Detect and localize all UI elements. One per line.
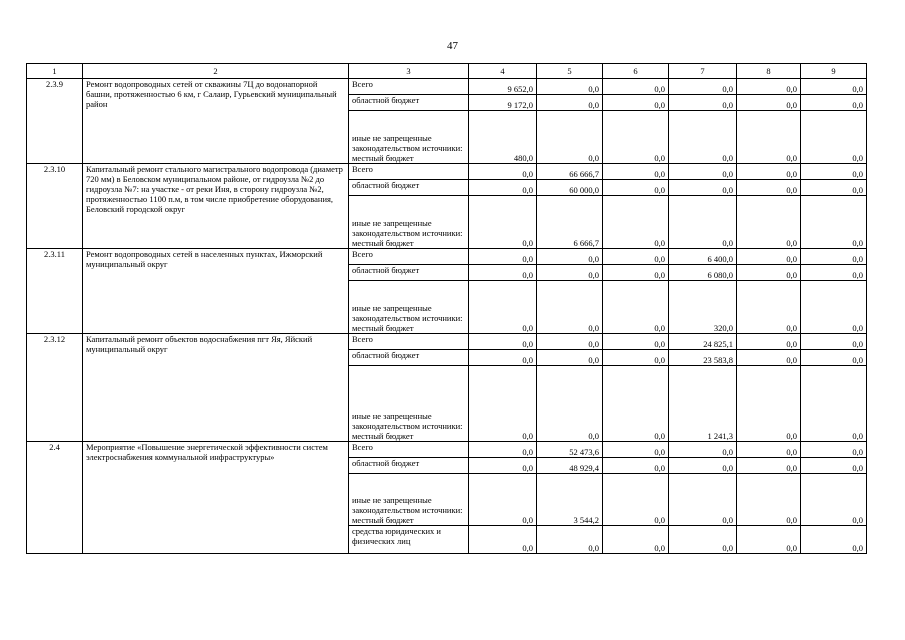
amount-cell: 0,0 bbox=[469, 281, 537, 334]
amount-cell: 0,0 bbox=[537, 265, 603, 281]
amount-cell: 0,0 bbox=[469, 474, 537, 526]
amount-cell: 0,0 bbox=[801, 281, 867, 334]
amount-cell: 0,0 bbox=[801, 366, 867, 442]
item-name: Ремонт водопроводных сетей в населенных пунктах, Ижморский муниципальный округ bbox=[83, 249, 349, 334]
funding-source: иные не запрещенные законодательством источники: мeстный бюджет bbox=[349, 366, 469, 442]
amount-cell: 0,0 bbox=[737, 442, 801, 458]
amount-cell: 0,0 bbox=[669, 164, 737, 180]
amount-cell: 0,0 bbox=[603, 249, 669, 265]
amount-cell: 0,0 bbox=[801, 95, 867, 111]
amount-cell: 0,0 bbox=[603, 334, 669, 350]
column-header: 6 bbox=[603, 64, 669, 79]
amount-cell: 0,0 bbox=[669, 111, 737, 164]
amount-cell: 0,0 bbox=[737, 366, 801, 442]
amount-cell: 0,0 bbox=[537, 526, 603, 554]
item-name: Капитальный ремонт объектов водоснабжения пгт Яя, Яйский муниципальный округ bbox=[83, 334, 349, 442]
amount-cell: 0,0 bbox=[537, 111, 603, 164]
funding-source: иные не запрещенные законодательством источники: местный бюджет bbox=[349, 111, 469, 164]
amount-cell: 23 583,8 bbox=[669, 350, 737, 366]
amount-cell: 0,0 bbox=[603, 79, 669, 95]
amount-cell: 0,0 bbox=[537, 366, 603, 442]
amount-cell: 0,0 bbox=[603, 366, 669, 442]
amount-cell: 0,0 bbox=[801, 180, 867, 196]
amount-cell: 0,0 bbox=[801, 111, 867, 164]
funding-source: Всего bbox=[349, 442, 469, 458]
amount-cell: 0,0 bbox=[469, 334, 537, 350]
funding-source: иные не запрещенные законодательством источники: местный бюджет bbox=[349, 474, 469, 526]
amount-cell: 0,0 bbox=[469, 366, 537, 442]
amount-cell: 320,0 bbox=[669, 281, 737, 334]
amount-cell: 3 544,2 bbox=[537, 474, 603, 526]
amount-cell: 0,0 bbox=[603, 281, 669, 334]
amount-cell: 0,0 bbox=[737, 458, 801, 474]
amount-cell: 0,0 bbox=[669, 79, 737, 95]
amount-cell: 0,0 bbox=[737, 265, 801, 281]
amount-cell: 0,0 bbox=[603, 474, 669, 526]
amount-cell: 0,0 bbox=[469, 164, 537, 180]
amount-cell: 0,0 bbox=[603, 442, 669, 458]
amount-cell: 0,0 bbox=[469, 196, 537, 249]
amount-cell: 0,0 bbox=[469, 350, 537, 366]
funding-source: областной бюджет bbox=[349, 180, 469, 196]
column-header: 7 bbox=[669, 64, 737, 79]
amount-cell: 0,0 bbox=[801, 334, 867, 350]
amount-cell: 0,0 bbox=[469, 249, 537, 265]
amount-cell: 9 652,0 bbox=[469, 79, 537, 95]
column-header: 5 bbox=[537, 64, 603, 79]
amount-cell: 0,0 bbox=[801, 196, 867, 249]
amount-cell: 0,0 bbox=[801, 442, 867, 458]
funding-source: Всего bbox=[349, 249, 469, 265]
funding-source: областной бюджет bbox=[349, 95, 469, 111]
table-header-row bbox=[27, 64, 867, 79]
amount-cell: 0,0 bbox=[801, 350, 867, 366]
amount-cell: 0,0 bbox=[469, 180, 537, 196]
amount-cell: 0,0 bbox=[469, 526, 537, 554]
table-row bbox=[27, 79, 867, 95]
page-number: 47 bbox=[447, 40, 458, 52]
column-header: 8 bbox=[737, 64, 801, 79]
amount-cell: 0,0 bbox=[469, 442, 537, 458]
amount-cell: 0,0 bbox=[537, 281, 603, 334]
budget-table bbox=[26, 63, 867, 554]
table-row bbox=[27, 334, 867, 350]
table-row bbox=[27, 164, 867, 180]
amount-cell: 6 400,0 bbox=[669, 249, 737, 265]
amount-cell: 0,0 bbox=[737, 180, 801, 196]
amount-cell: 0,0 bbox=[669, 95, 737, 111]
amount-cell: 60 000,0 bbox=[537, 180, 603, 196]
item-name: Ремонт водопроводных сетей от скважины 7Ц до водонапорной башни, протяженностью 6 км, г Салаир, Гурьевский муниципальный район bbox=[83, 79, 349, 164]
column-header: 9 bbox=[801, 64, 867, 79]
table-row bbox=[27, 442, 867, 458]
amount-cell: 0,0 bbox=[603, 196, 669, 249]
item-code: 2.3.11 bbox=[27, 249, 83, 334]
item-code: 2.3.9 bbox=[27, 79, 83, 164]
funding-source: Всего bbox=[349, 334, 469, 350]
funding-source: средства юридических и физических лиц bbox=[349, 526, 469, 554]
item-code: 2.4 bbox=[27, 442, 83, 554]
amount-cell: 0,0 bbox=[603, 95, 669, 111]
amount-cell: 480,0 bbox=[469, 111, 537, 164]
amount-cell: 0,0 bbox=[669, 442, 737, 458]
column-header: 3 bbox=[349, 64, 469, 79]
amount-cell: 0,0 bbox=[669, 458, 737, 474]
amount-cell: 52 473,6 bbox=[537, 442, 603, 458]
amount-cell: 0,0 bbox=[801, 164, 867, 180]
amount-cell: 0,0 bbox=[669, 474, 737, 526]
column-header: 1 bbox=[27, 64, 83, 79]
amount-cell: 0,0 bbox=[737, 350, 801, 366]
funding-source: иные не запрещенные законодательством источники: местный бюджет bbox=[349, 281, 469, 334]
amount-cell: 0,0 bbox=[603, 265, 669, 281]
table-row bbox=[27, 249, 867, 265]
amount-cell: 0,0 bbox=[801, 265, 867, 281]
item-code: 2.3.10 bbox=[27, 164, 83, 249]
amount-cell: 0,0 bbox=[537, 350, 603, 366]
amount-cell: 0,0 bbox=[603, 180, 669, 196]
amount-cell: 0,0 bbox=[737, 111, 801, 164]
amount-cell: 6 080,0 bbox=[669, 265, 737, 281]
amount-cell: 48 929,4 bbox=[537, 458, 603, 474]
amount-cell: 0,0 bbox=[669, 196, 737, 249]
amount-cell: 0,0 bbox=[737, 526, 801, 554]
funding-source: областной бюджет bbox=[349, 458, 469, 474]
funding-source: иные не запрещенные законодательством источники: местный бюджет bbox=[349, 196, 469, 249]
amount-cell: 0,0 bbox=[737, 474, 801, 526]
amount-cell: 0,0 bbox=[801, 474, 867, 526]
amount-cell: 0,0 bbox=[669, 180, 737, 196]
amount-cell: 0,0 bbox=[737, 79, 801, 95]
amount-cell: 0,0 bbox=[801, 249, 867, 265]
amount-cell: 0,0 bbox=[669, 526, 737, 554]
amount-cell: 0,0 bbox=[737, 196, 801, 249]
amount-cell: 0,0 bbox=[801, 458, 867, 474]
amount-cell: 0,0 bbox=[537, 249, 603, 265]
amount-cell: 0,0 bbox=[801, 526, 867, 554]
amount-cell: 0,0 bbox=[603, 111, 669, 164]
amount-cell: 0,0 bbox=[537, 334, 603, 350]
amount-cell: 0,0 bbox=[603, 164, 669, 180]
amount-cell: 0,0 bbox=[537, 95, 603, 111]
item-name: Мероприятие «Повышение энергетической эффективности систем электроснабжения коммунальной инфраструктуры» bbox=[83, 442, 349, 554]
amount-cell: 0,0 bbox=[469, 458, 537, 474]
item-code: 2.3.12 bbox=[27, 334, 83, 442]
column-header: 2 bbox=[83, 64, 349, 79]
amount-cell: 0,0 bbox=[737, 281, 801, 334]
funding-source: областной бюджет bbox=[349, 350, 469, 366]
amount-cell: 0,0 bbox=[801, 79, 867, 95]
amount-cell: 0,0 bbox=[737, 334, 801, 350]
amount-cell: 0,0 bbox=[603, 458, 669, 474]
funding-source: Всего bbox=[349, 79, 469, 95]
item-name: Капитальный ремонт стального магистрального водопровода (диаметр 720 мм) в Беловском муниципальном районе, от гидроузла №2 до гидроузла №7: на участке - от реки Иня, в сторону гидроузла №2, протяженностью 1100 п.м, в том числе приобретение оборудования, Беловский городской округ bbox=[83, 164, 349, 249]
funding-source: областной бюджет bbox=[349, 265, 469, 281]
amount-cell: 0,0 bbox=[603, 350, 669, 366]
amount-cell: 0,0 bbox=[603, 526, 669, 554]
amount-cell: 66 666,7 bbox=[537, 164, 603, 180]
amount-cell: 0,0 bbox=[537, 79, 603, 95]
amount-cell: 0,0 bbox=[737, 95, 801, 111]
amount-cell: 0,0 bbox=[469, 265, 537, 281]
amount-cell: 9 172,0 bbox=[469, 95, 537, 111]
amount-cell: 24 825,1 bbox=[669, 334, 737, 350]
amount-cell: 1 241,3 bbox=[669, 366, 737, 442]
funding-source: Всего bbox=[349, 164, 469, 180]
amount-cell: 0,0 bbox=[737, 249, 801, 265]
amount-cell: 0,0 bbox=[737, 164, 801, 180]
column-header: 4 bbox=[469, 64, 537, 79]
amount-cell: 6 666,7 bbox=[537, 196, 603, 249]
